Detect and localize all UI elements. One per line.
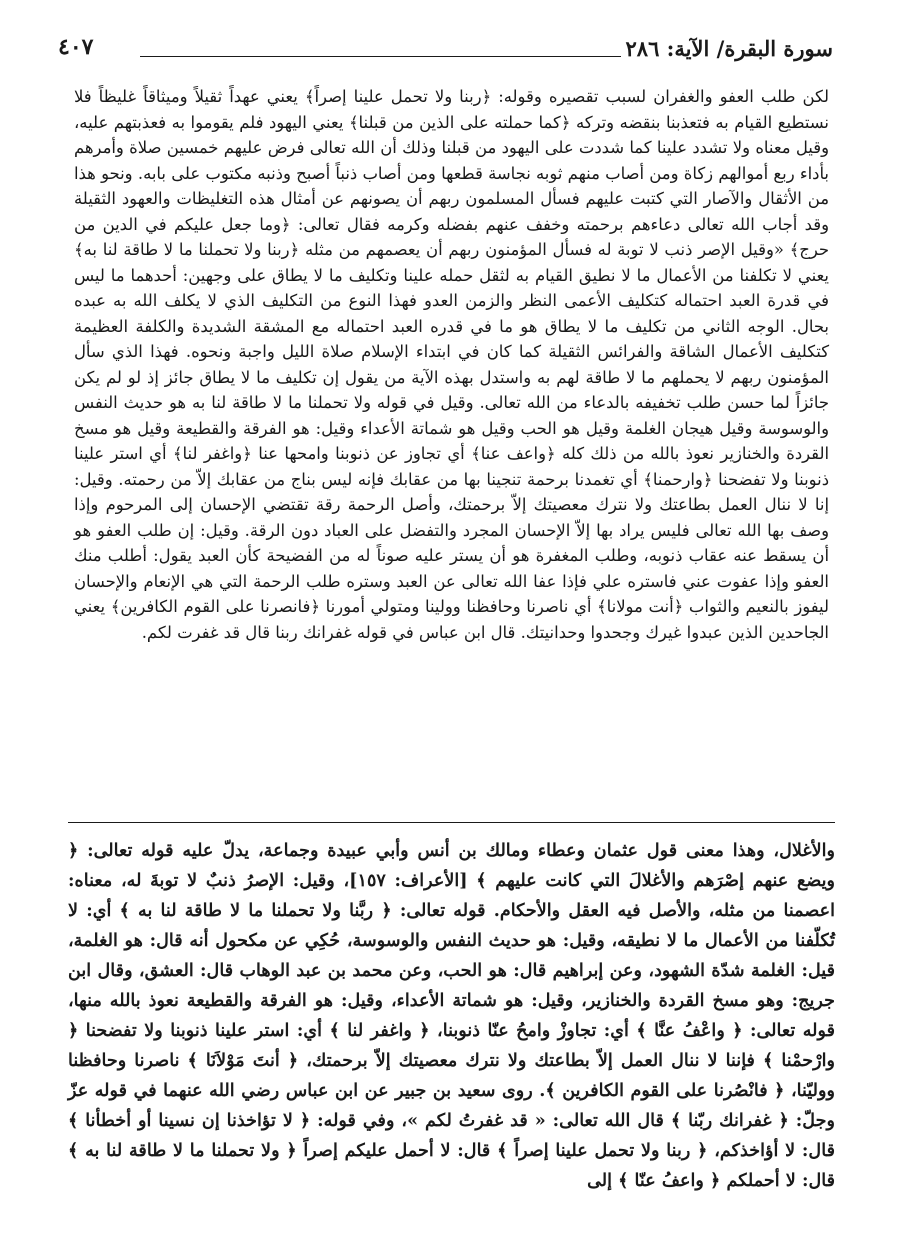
header-rule <box>140 56 621 57</box>
commentary-paragraph: لكن طلب العفو والغفران لسبب تقصيره وقوله: ﴿ربنا ولا تحمل علينا إصراً﴾ يعني عهداً ثقيلاً وميثاقاً غليظاً فلا نستطيع القيام به فتعذبنا بنقضه وتركه ﴿كما حملته على الذين من قبلنا﴾ يعني اليهود فلم يقوموا به فعذبتهم عليه، وقيل معناه ولا تشدد علينا كما شددت على اليهود من قبلنا وذلك أن الله تعالى فرض عليهم خمسين صلاة وأمرهم بأداء ربع أموالهم زكاة ومن أصاب منهم ثوبه نجاسة قطعها ومن أصاب ذنباً أصبح وذنبه مكتوب على بابه. ونحو هذا من الأثقال والآصار التي كتبت عليهم فسأل المسلمون ربهم أن يصونهم عن أمثال هذه التغليظات والعهود الثقيلة وقد أجاب الله تعالى دعاءهم برحمته وخفف عنهم بفضله وكرمه فقال تعالى: ﴿وما جعل عليكم في الدين من حرج﴾ «وقيل الإصر ذنب لا توبة له فسأل المؤمنون ربهم أن يعصمهم من مثله ﴿ربنا ولا تحملنا ما لا طاقة لنا به﴾ يعني لا تكلفنا من الأعمال ما لا نطيق القيام به لثقل حمله علينا وتكليف ما لا يطاق على وجهين: أحدهما ما ليس في قدرة العبد احتماله كتكليف الأعمى النظر والزمن العدو فهذا النوع من التكليف الذي لا يكلف الله به عبده بحال. الوجه الثاني من تكليف ما لا يطاق هو ما في قدره العبد احتماله مع المشقة الشديدة والكلفة العظيمة كتكليف الأعمال الشاقة والفرائس الثقيلة كما كان في ابتداء الإسلام صلاة الليل واجبة ونحوه. فهذا الذي سأل المؤمنون ربهم لا يحملهم ما لا طاقة لهم به واستدل بهذه الآية من يقول إن تكليف ما لا يطاق جائز إذ لو لم يكن جائزاً لما حسن طلب تخفيفه بالدعاء من الله تعالى. وقيل في قوله ولا تحملنا ما لا طاقة لنا به هو حديث النفس والوسوسة وقيل هيجان الغلمة وقيل هو الحب وقيل هو شماتة الأعداء وقيل: هو الفرقة والقطيعة وقيل هو مسخ القردة والخنازير نعوذ بالله من ذلك كله ﴿واعف عنا﴾ أي تجاوز عن ذنوبنا وامحها عنا ﴿واغفر لنا﴾ أي استر علينا ذنوبنا ولا تفضحنا ﴿وارحمنا﴾ أي تغمدنا برحمة تنجينا بها من عقابك فإنه ليس بناج من عقابك إلاّ من رحمته. وقيل: إنا لا ننال العمل بطاعتك ولا نترك معصيتك إلاّ برحمتك، وأصل الرحمة رقة تقتضي الإحسان إلى المرحوم وإذا وصف بها الله تعالى فليس يراد بها إلاّ الإحسان المجرد والتفضل على العباد دون الرقة. وقيل: إن طلب العفو هو أن يسقط عنه عقاب ذنوبه، وطلب المغفرة هو أن يستر عليه صوناً له من الفضيحة كأن العبد يقول: أطلب منك العفو وإذا عفوت عني فاستره علي فإذا عفا الله تعالى عن العبد وستره طلب الرحمة التي هي الإنعام والإحسان ليفوز بالنعيم والثواب ﴿أنت مولانا﴾ أي ناصرنا وحافظنا وولينا ومتولي أمورنا ﴿فانصرنا على القوم الكافرين﴾ يعني الجاحدين الذين عبدوا غيرك وجحدوا وحدانيتك. قال ابن عباس في قوله غفرانك ربنا قال قد غفرت لكم. <box>74 87 829 642</box>
page-header <box>58 30 833 74</box>
main-commentary <box>74 84 829 645</box>
footnote-paragraph: والأغلال، وهذا معنى قول عثمان وعطاء ومالك بن أنس وأبي عبيدة وجماعة، يدلّ عليه قوله تعالى: ﴿ ويضع عنهم إصْرَهم والأغلالَ التي كانت عليهم ﴾ [الأعراف: ١٥٧]، وقيل: الإصرُ ذنبٌ لا توبةَ له، معناه: اعصمنا من مثله، والأصل فيه العقل والأحكام. قوله تعالى: ﴿ ربَّنا ولا تحملنا ما لا طاقة لنا به ﴾ أي: لا تُكلّفنا من الأعمال ما لا نطيقه، وقيل: هو حديث النفس والوسوسة، حُكِي عن مكحول أنه قال: هو الغلمة، قيل: الغلمة شدّة الشهود، وعن إبراهيم قال: هو الحب، وعن محمد بن عبد الوهاب قال: العشق، وقال ابن جريج: وهو مسخ القردة والخنازير، وقيل: هو شماتة الأعداء، وقيل: هو الفرقة والقطيعة نعوذ بالله منها، قوله تعالى: ﴿ واعْفُ عنَّا ﴾ أي: تجاوزْ وامحُ عنّا ذنوبنا، ﴿ واغفر لنا ﴾ أي: استر علينا ذنوبنا ولا تفضحنا ﴿ وارْحمْنا ﴾ فإننا لا ننال العمل إلاّ بطاعتك ولا نترك معصيتك إلاّ برحمتك، ﴿ أنتَ مَوْلاَنَا ﴾ ناصرنا وحافظنا ووليّنا، ﴿ فانْصُرنا على القوم الكافرين ﴾. روى سعيد بن جبير عن ابن عباس رضي الله عنهما في قوله عزّ وجلّ: ﴿ غفرانك ربّنا ﴾ قال الله تعالى: « قد غفرتُ لكم »، وفي قوله: ﴿ لا تؤاخذنا إن نسينا أو أخطأنا ﴾ قال: لا أؤاخذكم، ﴿ ربنا ولا تحمل علينا إصراً ﴾ قال: لا أحمل عليكم إصراً ﴿ ولا تحملنا ما لا طاقة لنا به ﴾ قال: لا أحملكم ﴿ واعفُ عنّا ﴾ إلى <box>68 840 836 1191</box>
footnote-section <box>68 836 835 1196</box>
running-title: سورة البقرة/ الآية: ٢٨٦ <box>625 36 833 61</box>
page-number: ٤٠٧ <box>58 34 94 60</box>
footnote-divider <box>68 822 835 823</box>
